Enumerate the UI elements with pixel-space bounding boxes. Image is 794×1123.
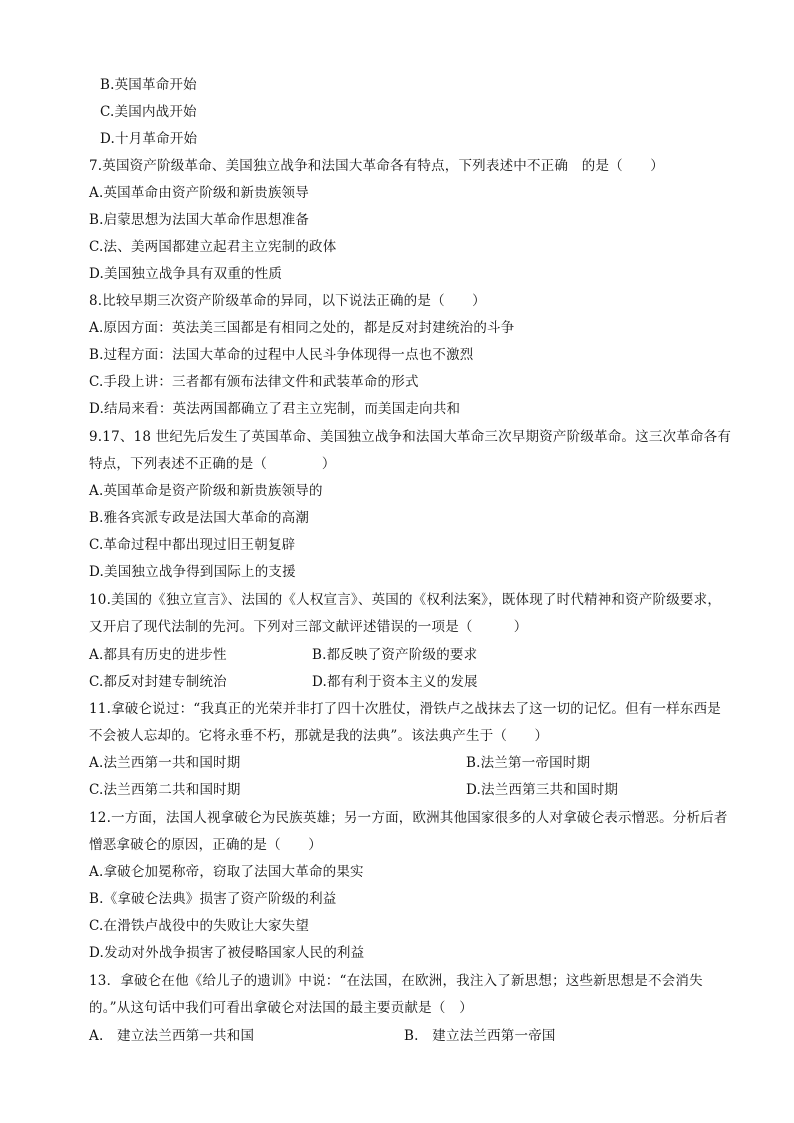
q7-stem: 7.英国资产阶级革命、美国独立战争和法国大革命各有特点，下列表述中不正确 的是（ ） xyxy=(89,158,664,174)
q7-option-b: B.启蒙思想为法国大革命作思想准备 xyxy=(89,212,310,228)
q9-option-d: D.美国独立战争得到国际上的支援 xyxy=(89,564,296,580)
q11-stem-line2: 不会被人忘却的。它将永垂不朽，那就是我的法典”。该法典产生于（ ） xyxy=(89,728,549,744)
q6-option-c: C.美国内战开始 xyxy=(100,104,197,120)
q11-option-c: C.法兰西第二共和国时期 xyxy=(89,782,241,798)
q6-option-d: D.十月革命开始 xyxy=(100,131,198,147)
q12-stem-line2: 憎恶拿破仑的原因，正确的是（ ） xyxy=(89,837,322,853)
q13-option-b: B. 建立法兰西第一帝国 xyxy=(404,1028,556,1044)
q12-option-a: A.拿破仑加冕称帝，窃取了法国大革命的果实 xyxy=(89,864,364,880)
q8-option-c: C.手段上讲：三者都有颁布法律文件和武装革命的形式 xyxy=(89,374,419,390)
q10-option-a: A.都具有历史的进步性 xyxy=(89,647,227,663)
q13-stem-line2: 的。”从这句话中我们可看出拿破仑对法国的最主要贡献是（ ） xyxy=(89,1000,473,1016)
q11-option-d: D.法兰西第三共和国时期 xyxy=(466,782,619,798)
q11-option-a: A.法兰西第一共和国时期 xyxy=(89,755,241,771)
q7-option-a: A.英国革命由资产阶级和新贵族领导 xyxy=(89,185,309,201)
q10-option-b: B.都反映了资产阶级的要求 xyxy=(312,647,478,663)
q9-stem-line1: 9.17、18 世纪先后发生了英国革命、美国独立战争和法国大革命三次早期资产阶级革命。这三次革命各有 xyxy=(89,429,732,445)
q12-stem-line1: 12.一方面，法国人视拿破仑为民族英雄；另一方面，欧洲其他国家很多的人对拿破仑表示憎恶。分析后者 xyxy=(89,810,728,826)
q9-option-c: C.革命过程中都出现过旧王朝复辟 xyxy=(89,537,296,553)
q8-option-b: B.过程方面：法国大革命的过程中人民斗争体现得一点也不激烈 xyxy=(89,347,474,363)
q11-stem-line1: 11.拿破仑说过：“我真正的光荣并非打了四十次胜仗，滑铁卢之战抹去了这一切的记忆。但有一样东西是 xyxy=(89,701,721,717)
q8-option-d: D.结局来看：英法两国都确立了君主立宪制，而美国走向共和 xyxy=(89,401,461,417)
q13-stem-line1: 13．拿破仑在他《给儿子的遗训》中说：“在法国，在欧洲，我注入了新思想；这些新思想是不会消失 xyxy=(89,973,703,989)
q9-option-a: A.英国革命是资产阶级和新贵族领导的 xyxy=(89,483,323,499)
q12-option-d: D.发动对外战争损害了被侵略国家人民的利益 xyxy=(89,945,365,961)
q11-option-b: B.法兰第一帝国时期 xyxy=(466,755,591,771)
q6-option-b: B.英国革命开始 xyxy=(100,77,197,93)
q9-option-b: B.雅各宾派专政是法国大革命的高潮 xyxy=(89,510,310,526)
q7-option-d: D.美国独立战争具有双重的性质 xyxy=(89,266,283,282)
q10-stem-line2: 又开启了现代法制的先河。下列对三部文献评述错误的一项是（ ） xyxy=(89,619,528,635)
q10-stem-line1: 10.美国的《独立宣言》、法国的《人权宣言》、英国的《权利法案》，既体现了时代精神和资产阶级要求， xyxy=(89,592,722,608)
q10-option-c: C.都反对封建专制统治 xyxy=(89,674,227,690)
q8-stem: 8.比较早期三次资产阶级革命的异同，以下说法正确的是（ ） xyxy=(89,293,486,309)
q12-option-c: C.在滑铁卢战役中的失败让大家失望 xyxy=(89,918,310,934)
q12-option-b: B.《拿破仑法典》损害了资产阶级的利益 xyxy=(89,891,337,907)
q7-option-c: C.法、美两国都建立起君主立宪制的政体 xyxy=(89,239,337,255)
q13-option-a: A. 建立法兰西第一共和国 xyxy=(89,1028,255,1044)
q9-stem-line2: 特点，下列表述不正确的是（ ） xyxy=(89,456,336,472)
q8-option-a: A.原因方面：英法美三国都是有相同之处的，都是反对封建统治的斗争 xyxy=(89,320,515,336)
q10-option-d: D.都有利于资本主义的发展 xyxy=(312,674,478,690)
